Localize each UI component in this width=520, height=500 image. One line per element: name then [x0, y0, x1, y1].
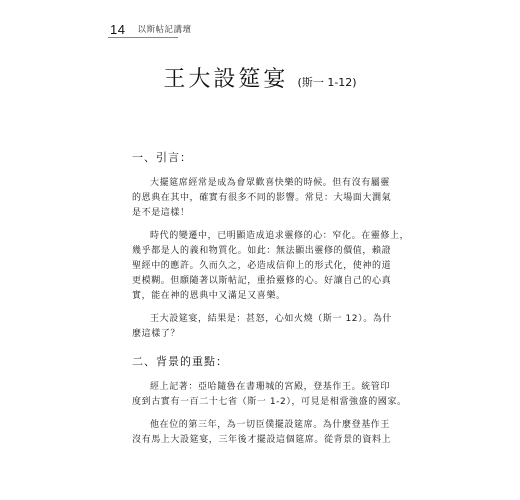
text-line: 他在位的第三年，為一切臣僕擺設筵席。為什麼登基作王: [150, 420, 391, 430]
chapter-title-text: 王大設筵宴: [163, 67, 289, 92]
paragraph: [132, 380, 407, 410]
section-heading: 一、引言：: [132, 151, 192, 164]
text-line: 的恩典在其中，確實有很多不同的影響。常見：大場面大澗氣: [132, 193, 392, 203]
text-line: 王大設筵宴，結果是：甚怒，心如火燒（斯一 12）。為什: [150, 314, 393, 324]
text-line: 是不是這樣！: [132, 208, 190, 218]
text-line: 經上記著：亞哈隨魯在書珊城的宮殿，登基作王。統管印: [150, 382, 391, 392]
section-heading: 二、背景的重點：: [132, 355, 228, 368]
header-rule: [108, 37, 178, 38]
chapter-title: [0, 62, 520, 93]
paragraph: [132, 229, 410, 304]
text-line: 更模糊。但願隨著以斯帖記，重拾靈修的心。好讓自己的心真: [132, 276, 392, 286]
body-text: [132, 150, 410, 456]
paragraph: [132, 176, 390, 221]
paragraph: [132, 312, 393, 342]
text-line: 度到古實有一百二十七省（斯一 1-2），可見是相當強盛的國家。: [132, 397, 407, 407]
text-line: 聖經中的應許。久而久之，必造成信仰上的形式化，使神的道: [132, 261, 392, 271]
text-line: 麼這樣了？: [132, 329, 181, 339]
running-header: [110, 22, 191, 36]
paragraph: [132, 418, 390, 448]
text-line: 沒有馬上大設筵宴，三年後才擺設這個筵席。從背景的資料上: [132, 435, 392, 445]
text-line: 大擺筵席經常是成為會眾歡喜快樂的時候。但有沒有屬靈: [150, 178, 391, 188]
text-line: 實，能在神的恩典中又滿足又喜樂。: [132, 291, 286, 301]
text-line: 幾乎都是人的義和物質化。如此：無法顯出靈修的價值，賴證: [132, 246, 392, 256]
section-background: [132, 354, 407, 448]
page-number: 14: [110, 21, 126, 37]
book-title: 以斯帖記講壇: [137, 25, 192, 35]
text-line: 時代的變遷中，已明顯造成追求靈修的心：窄化。在靈修上，: [150, 231, 410, 241]
chapter-reference: (斯一 1-12): [297, 76, 357, 89]
section-introduction: [132, 150, 410, 342]
